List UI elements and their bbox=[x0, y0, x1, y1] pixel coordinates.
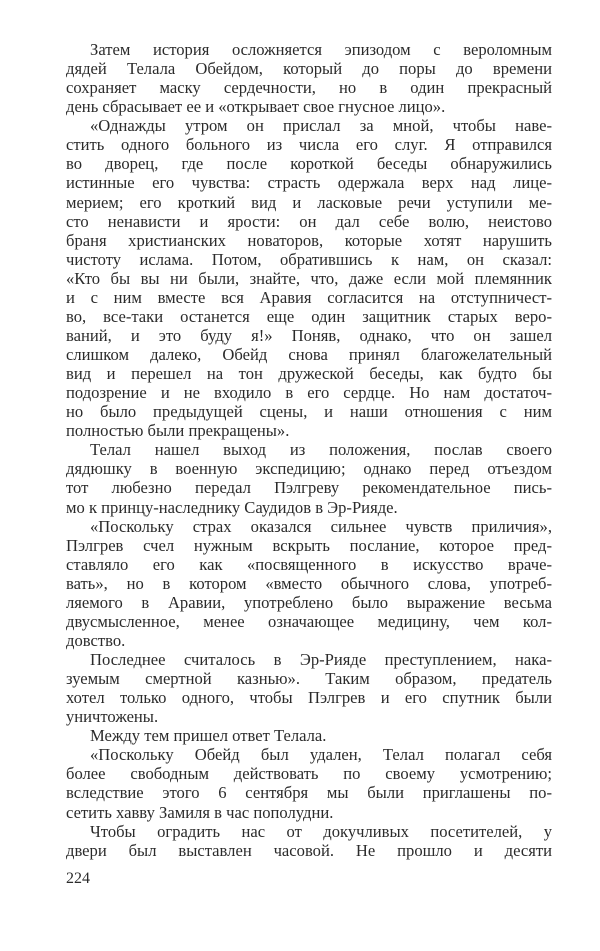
text-line: стить одного больного из числа его слуг. Я отправился bbox=[66, 135, 552, 155]
text-line: чистоту ислама. Потом, обратившись к нам, он сказал: bbox=[66, 249, 552, 269]
text-line: довство. bbox=[66, 630, 126, 650]
text-line: «Кто бы вы ни были, знайте, что, даже если мой племянник bbox=[66, 268, 552, 288]
text-line: во дворец, где после короткой беседы обнаружились bbox=[66, 154, 552, 174]
text-line: ставляло его как «посвященного в искусство враче- bbox=[66, 554, 552, 574]
text-line: полностью были прекращены». bbox=[66, 421, 290, 441]
text-line: двусмысленное, менее означающее медицину, чем кол- bbox=[66, 611, 552, 631]
text-line: Между тем пришел ответ Телала. bbox=[90, 726, 327, 746]
text-line: Пэлгрев счел нужным вскрыть послание, которое пред- bbox=[66, 535, 552, 555]
text-line: двери был выставлен часовой. Не прошло и десяти bbox=[66, 840, 552, 860]
text-line: тот любезно передал Пэлгреву рекомендательное пись- bbox=[66, 478, 552, 498]
text-line: браня христианских новаторов, которые хотят нарушить bbox=[66, 230, 552, 250]
text-line: Затем история осложняется эпизодом с вероломным bbox=[90, 40, 552, 59]
text-line: ляемого в Аравии, употреблено было выражение весьма bbox=[66, 592, 552, 612]
text-line: подозрение и не входило в его сердце. Но нам достаточ- bbox=[66, 383, 552, 403]
page-body-text bbox=[66, 40, 552, 860]
text-line: дядей Телала Обейдом, который до поры до времени bbox=[66, 59, 552, 79]
text-line: Последнее считалось в Эр-Рияде преступлением, нака- bbox=[90, 650, 552, 669]
text-line: слишком далеко, Обейд снова принял благожелательный bbox=[66, 345, 552, 364]
text-line: во, все-таки останется еще один защитник старых веро- bbox=[66, 306, 552, 326]
text-line: Телал нашел выход из положения, послав своего bbox=[90, 440, 552, 460]
text-line: и с ним вместе вся Аравия согласится на отступничест- bbox=[66, 287, 552, 307]
text-line: мерием; его кроткий вид и ласковые речи уступили ме- bbox=[66, 192, 552, 212]
text-line: «Поскольку Обейд был удален, Телал полагал себя bbox=[90, 745, 552, 765]
text-line: сто ненависти и ярости: он дал себе волю, неистово bbox=[66, 211, 552, 231]
text-line: сетить хавву Замиля в час пополудни. bbox=[66, 802, 334, 822]
text-line: истинные его чувства: страсть одержала верх над лице- bbox=[66, 173, 552, 193]
page-number: 224 bbox=[66, 870, 90, 887]
text-line: Чтобы оградить нас от докучливых посетителей, у bbox=[90, 821, 552, 841]
text-line: «Поскольку страх оказался сильнее чувств приличия», bbox=[90, 516, 552, 536]
text-line: вид и перешел на тон дружеской беседы, как будто бы bbox=[66, 364, 552, 384]
text-line: дядюшку в военную экспедицию; однако перед отъездом bbox=[66, 459, 552, 479]
text-line: мо к принцу-наследнику Саудидов в Эр-Рияде. bbox=[66, 497, 398, 517]
text-line: «Однажды утром он прислал за мной, чтобы наве- bbox=[90, 116, 552, 136]
text-line: день сбрасывает ее и «открывает свое гнусное лицо». bbox=[66, 97, 446, 117]
text-line: хотел только одного, чтобы Пэлгрев и его спутник были bbox=[66, 688, 552, 708]
text-line: зуемым смертной казнью». Таким образом, предатель bbox=[66, 669, 552, 689]
text-line: но было предыдущей сцены, и наши отношения с ним bbox=[66, 402, 552, 422]
text-line: сохраняет маску сердечности, но в один прекрасный bbox=[66, 78, 552, 98]
text-line: ваний, и это буду я!» Поняв, однако, что он зашел bbox=[66, 325, 552, 345]
text-line: вать», но в котором «вместо обычного слова, употреб- bbox=[66, 573, 552, 593]
text-line: более свободным действовать по своему усмотрению; bbox=[66, 764, 552, 784]
text-line: уничтожены. bbox=[66, 707, 159, 727]
text-line: вследствие этого 6 сентября мы были приглашены по- bbox=[66, 783, 552, 803]
